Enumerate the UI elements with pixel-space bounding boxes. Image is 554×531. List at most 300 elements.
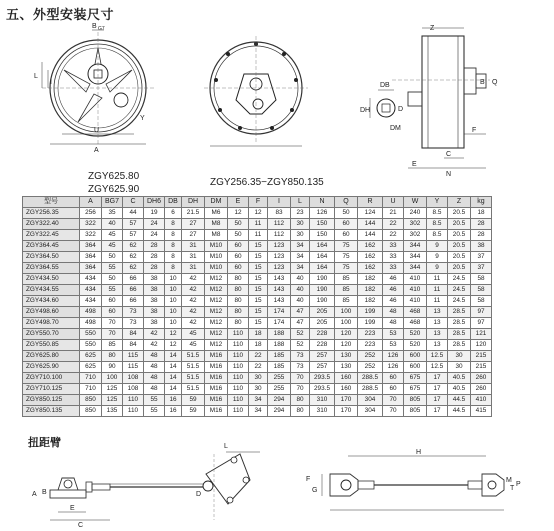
torque-arm-drawing-2 [300, 448, 530, 526]
table-cell: 45 [102, 241, 123, 252]
table-cell: 31 [182, 252, 205, 263]
table-cell: 710 [80, 384, 102, 395]
table-cell: 28 [471, 230, 492, 241]
table-cell: 182 [358, 274, 383, 285]
table-cell: 126 [310, 208, 335, 219]
table-cell: 16 [165, 395, 182, 406]
table-cell: 51.5 [182, 351, 205, 362]
table-cell: 60 [335, 219, 358, 230]
table-cell: 53 [383, 329, 404, 340]
table-cell: 30 [448, 362, 471, 373]
table-cell: 260 [471, 373, 492, 384]
table-cell: 223 [358, 340, 383, 351]
table-cell: 40 [291, 296, 310, 307]
table-cell: 83 [268, 208, 291, 219]
table-cell: 11 [249, 230, 268, 241]
table-cell: 30 [448, 351, 471, 362]
table-cell: 38 [144, 318, 165, 329]
table-cell: 28 [144, 263, 165, 274]
table-cell: 66 [123, 285, 144, 296]
table-cell: 80 [228, 318, 249, 329]
side-view-drawing [322, 18, 502, 178]
label-bg7: B [92, 23, 97, 30]
table-cell: 364 [80, 241, 102, 252]
table-cell: 17 [427, 373, 448, 384]
table-cell: 59 [182, 395, 205, 406]
table-cell: 600 [404, 362, 427, 373]
table-cell: 410 [404, 285, 427, 296]
table-cell: 150 [310, 219, 335, 230]
table-row [23, 208, 492, 219]
header-db: DB [165, 197, 182, 208]
table-cell-model: ZGY322.45 [23, 230, 80, 241]
table-cell: 73 [123, 318, 144, 329]
table-cell: 11 [427, 274, 448, 285]
table-cell: 13 [427, 329, 448, 340]
table-cell: 60 [228, 252, 249, 263]
table-cell: 410 [471, 395, 492, 406]
table-cell: 162 [358, 263, 383, 274]
arm-label-m: M [506, 477, 512, 484]
table-cell: 42 [182, 285, 205, 296]
table-cell: 70 [291, 384, 310, 395]
table-cell: 38 [471, 241, 492, 252]
table-cell: M8 [205, 230, 228, 241]
table-cell-model: ZGY710.100 [23, 373, 80, 384]
table-cell: 10 [165, 296, 182, 307]
table-cell: 100 [335, 318, 358, 329]
table-cell: 468 [404, 318, 427, 329]
table-cell: 110 [228, 395, 249, 406]
table-cell: 434 [80, 274, 102, 285]
table-cell: 182 [358, 285, 383, 296]
table-cell: 12.5 [427, 362, 448, 373]
table-cell: 520 [404, 329, 427, 340]
table-cell: 11 [249, 219, 268, 230]
table-cell: 110 [228, 340, 249, 351]
table-cell: 498 [80, 307, 102, 318]
table-cell: 38 [144, 285, 165, 296]
header-u: U [383, 197, 404, 208]
table-cell: 188 [268, 340, 291, 351]
table-cell: 60 [335, 230, 358, 241]
table-cell: 42 [182, 274, 205, 285]
table-cell: 84 [123, 340, 144, 351]
table-cell: 20.5 [448, 208, 471, 219]
table-cell: 60 [383, 373, 404, 384]
table-cell: 60 [102, 296, 123, 307]
label-u: U [94, 127, 100, 134]
table-cell: 162 [358, 241, 383, 252]
table-cell: 28.5 [448, 307, 471, 318]
table-cell: 8.5 [427, 208, 448, 219]
table-row [23, 219, 492, 230]
table-cell-model: ZGY625.80 [23, 351, 80, 362]
table-cell: 58 [471, 274, 492, 285]
table-cell: 48 [144, 373, 165, 384]
table-cell: 123 [268, 263, 291, 274]
header-e: E [228, 197, 249, 208]
table-cell: 257 [310, 362, 335, 373]
table-cell: 288.5 [358, 384, 383, 395]
table-cell: 37 [471, 252, 492, 263]
table-cell: 51.5 [182, 362, 205, 373]
table-cell: 110 [228, 362, 249, 373]
table-cell: 310 [310, 406, 335, 417]
table-cell: 57 [123, 219, 144, 230]
table-cell: 6 [165, 208, 182, 219]
table-cell: 20.5 [448, 252, 471, 263]
table-cell: M16 [205, 351, 228, 362]
table-cell: 125 [102, 395, 123, 406]
table-cell: 10 [165, 307, 182, 318]
table-cell: 120 [335, 340, 358, 351]
label-i: I [50, 79, 52, 86]
table-cell: 57 [123, 230, 144, 241]
header-l: L [291, 197, 310, 208]
table-row [23, 263, 492, 274]
table-cell: 18 [249, 340, 268, 351]
table-cell: 110 [228, 406, 249, 417]
table-cell: 22 [249, 362, 268, 373]
table-cell: 9 [427, 263, 448, 274]
table-cell: 27 [182, 230, 205, 241]
table-cell: 164 [310, 263, 335, 274]
table-cell: 170 [335, 406, 358, 417]
arm-label-b: B [42, 489, 47, 496]
table-cell: M16 [205, 373, 228, 384]
table-cell: 13 [427, 307, 448, 318]
table-cell: 44.5 [448, 406, 471, 417]
caption-left-line2: ZGY625.90 [88, 184, 140, 195]
table-cell: 850 [80, 395, 102, 406]
table-cell: 223 [358, 329, 383, 340]
label-e: E [412, 161, 417, 168]
table-cell: 123 [268, 241, 291, 252]
table-cell: 52 [291, 329, 310, 340]
table-cell: 66 [123, 296, 144, 307]
table-cell: 90 [102, 362, 123, 373]
table-body [23, 208, 492, 417]
table-cell: 15 [249, 318, 268, 329]
table-cell: 294 [268, 406, 291, 417]
table-cell: 310 [310, 395, 335, 406]
table-row [23, 373, 492, 384]
table-cell: 75 [335, 252, 358, 263]
table-cell: 33 [383, 263, 404, 274]
table-cell: 215 [471, 362, 492, 373]
table-cell: 15 [249, 241, 268, 252]
table-cell: 47 [291, 318, 310, 329]
table-cell: 40 [291, 285, 310, 296]
table-cell: 28 [471, 219, 492, 230]
table-cell: 80 [291, 395, 310, 406]
table-cell: 8 [165, 230, 182, 241]
table-cell: 24.5 [448, 296, 471, 307]
table-cell: 182 [358, 296, 383, 307]
header-r: R [358, 197, 383, 208]
table-cell: 40.5 [448, 373, 471, 384]
table-cell: 110 [123, 406, 144, 417]
arm-label-a: A [32, 491, 37, 498]
table-cell: 28 [144, 241, 165, 252]
table-cell: 14 [165, 351, 182, 362]
table-cell: 125 [102, 384, 123, 395]
table-cell: 121 [471, 329, 492, 340]
table-cell: 85 [335, 274, 358, 285]
table-cell: 58 [471, 285, 492, 296]
table-cell: 20.5 [448, 219, 471, 230]
table-cell: 110 [228, 384, 249, 395]
arm-label-g: G [312, 487, 318, 494]
table-cell: 8 [165, 263, 182, 274]
table-cell: 17 [427, 406, 448, 417]
table-cell: M12 [205, 307, 228, 318]
table-cell-model: ZGY550.85 [23, 340, 80, 351]
table-cell: M12 [205, 296, 228, 307]
label-a: A [94, 147, 99, 154]
caption-middle: ZGY256.35−ZGY850.135 [210, 177, 324, 188]
table-cell: 199 [358, 318, 383, 329]
table-cell: M6 [205, 208, 228, 219]
table-cell: 51.5 [182, 373, 205, 384]
table-cell: 60 [102, 307, 123, 318]
table-cell: 110 [228, 329, 249, 340]
table-cell: 51.5 [182, 384, 205, 395]
table-cell: 252 [358, 351, 383, 362]
header-model: 型号 [23, 197, 80, 208]
table-cell: 38 [144, 274, 165, 285]
table-cell: M12 [205, 274, 228, 285]
table-cell: 31 [182, 241, 205, 252]
table-cell: 228 [310, 340, 335, 351]
table-cell: 14 [165, 362, 182, 373]
table-cell: 22 [249, 351, 268, 362]
table-cell: 130 [335, 351, 358, 362]
arm-label-p: P [516, 481, 521, 488]
table-cell: 344 [404, 252, 427, 263]
header-dm: DM [205, 197, 228, 208]
table-row [23, 318, 492, 329]
label-y: Y [140, 115, 145, 122]
table-cell: 434 [80, 285, 102, 296]
table-cell: 70 [291, 373, 310, 384]
table-cell: 805 [404, 395, 427, 406]
table-cell: 28.5 [448, 329, 471, 340]
table-cell: 30 [249, 373, 268, 384]
table-cell: 110 [228, 373, 249, 384]
front-view-drawing-2 [196, 18, 316, 158]
arm-label-e: E [70, 505, 75, 512]
table-cell: 410 [404, 274, 427, 285]
table-cell: 85 [102, 340, 123, 351]
table-cell: 710 [80, 373, 102, 384]
table-cell: 468 [404, 307, 427, 318]
table-cell: 293.5 [310, 384, 335, 395]
table-cell: M16 [205, 362, 228, 373]
table-cell: 45 [182, 340, 205, 351]
table-cell: 130 [335, 362, 358, 373]
table-cell: 66 [123, 274, 144, 285]
table-cell: 40 [291, 274, 310, 285]
table-cell: 252 [358, 362, 383, 373]
table-cell: 42 [182, 318, 205, 329]
label-n: N [446, 171, 452, 178]
table-cell: 22 [383, 230, 404, 241]
label-dm: DM [390, 125, 401, 132]
label-db: DB [380, 82, 390, 89]
table-cell: 70 [102, 318, 123, 329]
table-cell: 124 [358, 208, 383, 219]
table-cell: 60 [228, 263, 249, 274]
table-cell: 126 [383, 362, 404, 373]
table-cell: 50 [102, 252, 123, 263]
table-cell: 58 [471, 296, 492, 307]
table-cell: 205 [310, 318, 335, 329]
table-cell: 23 [291, 208, 310, 219]
table-cell: 188 [268, 329, 291, 340]
table-row [23, 285, 492, 296]
table-cell: 13 [427, 318, 448, 329]
table-cell: M10 [205, 263, 228, 274]
table-cell: 48 [144, 384, 165, 395]
table-cell: 80 [291, 406, 310, 417]
table-cell: 10 [165, 274, 182, 285]
table-cell: 13 [427, 340, 448, 351]
table-cell: 257 [310, 351, 335, 362]
table-cell: 17 [427, 395, 448, 406]
arm-label-f: F [306, 476, 311, 483]
table-cell: 12 [249, 208, 268, 219]
table-cell: 550 [80, 329, 102, 340]
table-cell: 73 [291, 362, 310, 373]
table-cell: 8 [165, 252, 182, 263]
dimension-table [22, 196, 492, 417]
table-cell-model: ZGY364.55 [23, 263, 80, 274]
table-cell: 53 [383, 340, 404, 351]
table-cell: 12 [228, 208, 249, 219]
header-a: A [80, 197, 102, 208]
table-cell: M10 [205, 252, 228, 263]
table-cell: 62 [123, 241, 144, 252]
table-cell: 20.5 [448, 263, 471, 274]
table-cell: 62 [123, 252, 144, 263]
table-cell: 46 [383, 296, 404, 307]
table-cell-model: ZGY434.60 [23, 296, 80, 307]
table-cell-model: ZGY498.60 [23, 307, 80, 318]
table-cell: 73 [291, 351, 310, 362]
table-cell: 8 [165, 219, 182, 230]
table-cell: 34 [249, 406, 268, 417]
table-cell: 190 [310, 296, 335, 307]
table-row [23, 329, 492, 340]
table-cell: 48 [144, 351, 165, 362]
label-l: L [34, 73, 38, 80]
table-cell: 84 [123, 329, 144, 340]
table-cell: 205 [310, 307, 335, 318]
table-cell: 22 [383, 219, 404, 230]
table-cell: 108 [123, 373, 144, 384]
table-cell: 11 [427, 285, 448, 296]
table-cell: 55 [102, 285, 123, 296]
table-cell: 18 [249, 329, 268, 340]
arm-label-t: T [510, 485, 515, 492]
table-cell: 12 [165, 329, 182, 340]
table-cell: 255 [268, 373, 291, 384]
table-cell: 31 [182, 263, 205, 274]
header-n: N [310, 197, 335, 208]
table-row [23, 395, 492, 406]
table-cell: 33 [383, 252, 404, 263]
table-cell: 12 [165, 340, 182, 351]
table-cell: 85 [335, 285, 358, 296]
table-cell: 15 [249, 296, 268, 307]
table-cell: 75 [335, 263, 358, 274]
header-q: Q [335, 197, 358, 208]
table-cell: 199 [358, 307, 383, 318]
table-cell: 97 [471, 318, 492, 329]
table-cell: 364 [80, 252, 102, 263]
section-title: 五、外型安装尺寸 [6, 7, 115, 22]
table-cell: 50 [335, 208, 358, 219]
torque-arm-drawing-1 [28, 440, 273, 528]
table-cell: 24.5 [448, 274, 471, 285]
table-cell: 70 [383, 406, 404, 417]
table-cell: 50 [228, 219, 249, 230]
table-cell: 135 [102, 406, 123, 417]
table-cell: 162 [358, 252, 383, 263]
table-cell: 42 [182, 307, 205, 318]
caption-left [88, 170, 139, 196]
table-cell: 11 [427, 296, 448, 307]
header-f: F [249, 197, 268, 208]
table-cell: 288.5 [358, 373, 383, 384]
table-row [23, 307, 492, 318]
table-cell: 62 [123, 263, 144, 274]
table-cell: 294 [268, 395, 291, 406]
table-cell: 60 [383, 384, 404, 395]
table-cell: 50 [102, 274, 123, 285]
table-cell: 185 [268, 351, 291, 362]
header-kg: kg [471, 197, 492, 208]
table-row [23, 241, 492, 252]
table-cell: 364 [80, 263, 102, 274]
table-cell: 30 [249, 384, 268, 395]
label-b: B [480, 79, 485, 86]
table-cell: 805 [404, 406, 427, 417]
table-cell: 34 [291, 252, 310, 263]
table-row [23, 351, 492, 362]
table-cell: 28.5 [448, 340, 471, 351]
table-cell: 18 [471, 208, 492, 219]
label-z: Z [430, 25, 435, 32]
table-cell: 174 [268, 307, 291, 318]
table-cell: 100 [102, 373, 123, 384]
table-cell: 240 [404, 208, 427, 219]
table-cell: 164 [310, 252, 335, 263]
table-cell: 80 [228, 285, 249, 296]
table-cell: 302 [404, 230, 427, 241]
table-cell: 34 [291, 241, 310, 252]
table-cell: 15 [249, 307, 268, 318]
table-cell: 44.5 [448, 395, 471, 406]
table-cell: 97 [471, 307, 492, 318]
table-cell-model: ZGY625.90 [23, 362, 80, 373]
table-header-row [23, 197, 492, 208]
table-cell: 215 [471, 351, 492, 362]
table-cell: 15 [249, 274, 268, 285]
table-cell: 344 [404, 241, 427, 252]
